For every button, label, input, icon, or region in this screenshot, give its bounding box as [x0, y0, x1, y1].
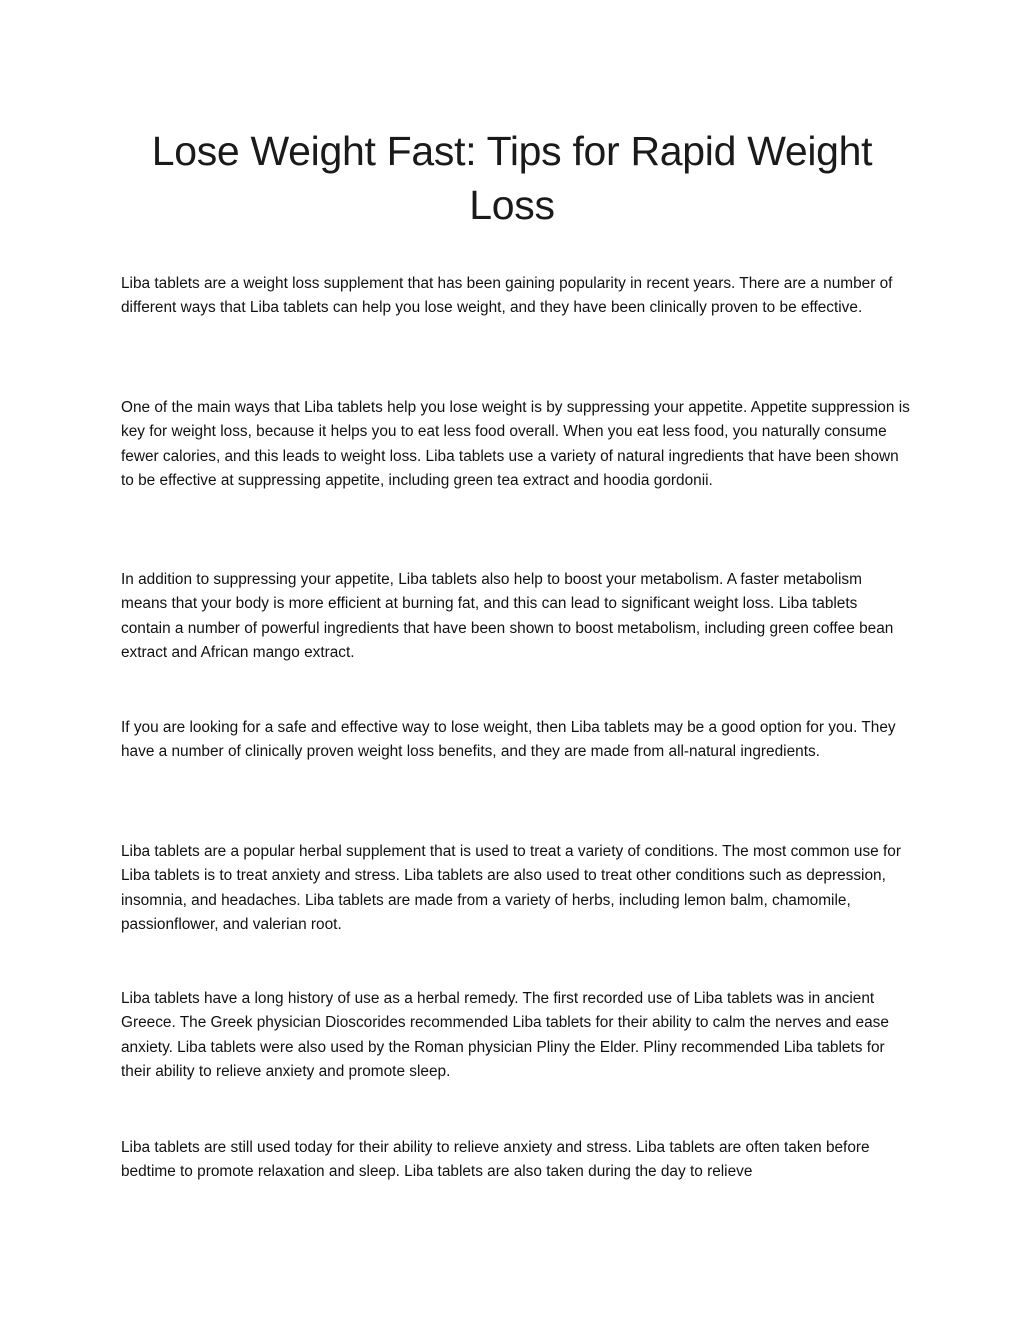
paragraph: Liba tablets are a weight loss supplement that has been gaining popularity in recent years. There are a number of different ways that Liba tablets can help you lose weight, and they have been clinically proven to be effective.: [121, 275, 893, 317]
paragraph: Liba tablets are a popular herbal supplement that is used to treat a variety of conditions. The most common use for Liba tablets is to treat anxiety and stress. Liba tablets are also used to treat other conditions such as depression, insomnia, and headaches. Liba tablets are made from a variety of herbs, including lemon balm, chamomile, passionflower, and valerian root.: [121, 843, 901, 933]
paragraph: Liba tablets are still used today for their ability to relieve anxiety and stress. Liba tablets are often taken before bedtime to promote relaxation and sleep. Liba tablets are also taken during the day to relieve: [121, 1139, 870, 1181]
paragraph: One of the main ways that Liba tablets help you lose weight is by suppressing your appetite. Appetite suppression is key for weight loss, because it helps you to eat less food overall. When you eat less food, you naturally consume fewer calories, and this leads to weight loss. Liba tablets use a variety of natural ingredients that have been shown to be effective at suppressing appetite, including green tea extract and hoodia gordonii.: [121, 399, 910, 489]
paragraph: Liba tablets have a long history of use as a herbal remedy. The first recorded use of Liba tablets was in ancient Greece. The Greek physician Dioscorides recommended Liba tablets for their ability to calm the nerves and ease anxiety. Liba tablets were also used by the Roman physician Pliny the Elder. Pliny recommended Liba tablets for their ability to relieve anxiety and promote sleep.: [121, 990, 889, 1080]
document-title: Lose Weight Fast: Tips for Rapid Weight Loss: [151, 128, 873, 228]
paragraph: If you are looking for a safe and effective way to lose weight, then Liba tablets may be a good option for you. They have a number of clinically proven weight loss benefits, and they are made from all-natural ingredients.: [121, 719, 896, 761]
paragraph: In addition to suppressing your appetite, Liba tablets also help to boost your metabolism. A faster metabolism means that your body is more efficient at burning fat, and this can lead to significant weight loss. Liba tablets contain a number of powerful ingredients that have been shown to boost metabolism, including green coffee bean extract and African mango extract.: [121, 571, 894, 661]
